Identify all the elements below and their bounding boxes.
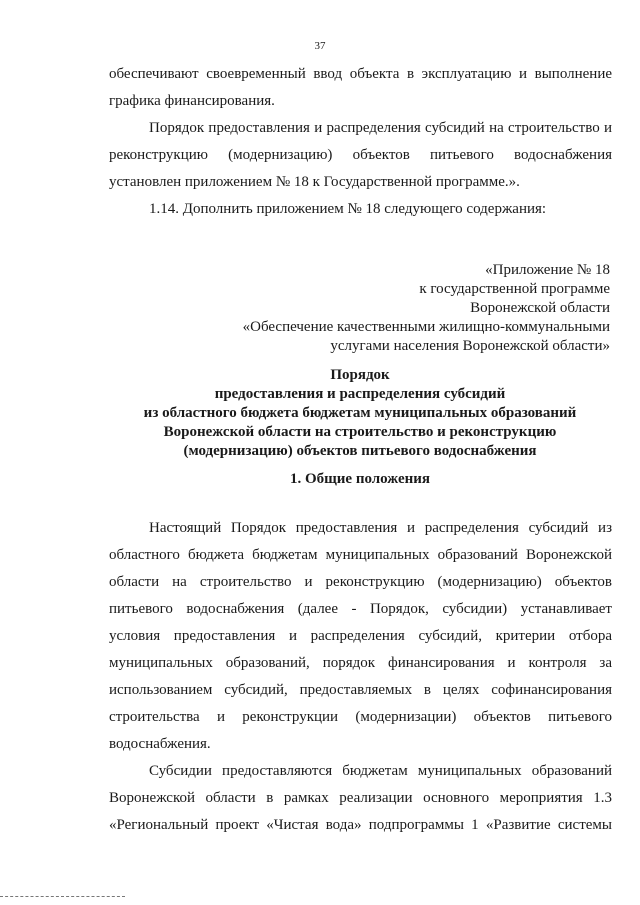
title-line: из областного бюджета бюджетам муниципальных образований	[143, 405, 577, 421]
text-line: условия предоставления и распределения субсидий, критерии отбора	[109, 628, 612, 644]
title-line: (модернизацию) объектов питьевого водоснабжения	[183, 443, 537, 459]
title-line: предоставления и распределения субсидий	[214, 386, 506, 402]
text-line: реконструкцию (модернизацию) объектов питьевого водоснабжения	[109, 147, 612, 163]
footnote-divider	[0, 896, 125, 897]
text-line: Порядок предоставления и распределения субсидий на строительство и	[149, 120, 612, 136]
page-number: 37	[314, 40, 326, 52]
section-heading: 1. Общие положения	[289, 471, 431, 487]
appendix-line: Воронежской области	[470, 300, 610, 316]
text-line: «Региональный проект «Чистая вода» подпрограммы 1 «Развитие системы	[109, 817, 612, 833]
text-line: области на строительство и реконструкцию (модернизацию) объектов	[109, 574, 612, 590]
appendix-line: услугами населения Воронежской области»	[330, 338, 610, 354]
text-line: питьевого водоснабжения (далее - Порядок, субсидии) устанавливает	[109, 601, 612, 617]
text-line: областного бюджета бюджетам муниципальных образований Воронежской	[109, 547, 612, 563]
section-body	[109, 515, 612, 839]
text-line: обеспечивают своевременный ввод объекта в эксплуатацию и выполнение	[109, 66, 612, 82]
text-line: Субсидии предоставляются бюджетам муниципальных образований	[149, 763, 612, 779]
title-line: Порядок	[330, 367, 390, 383]
text-line: графика финансирования.	[109, 93, 275, 109]
text-line: установлен приложением № 18 к Государственной программе.».	[109, 174, 520, 190]
title-line: Воронежской области на строительство и реконструкцию	[163, 424, 557, 440]
text-line: Настоящий Порядок предоставления и распределения субсидий из	[149, 520, 612, 536]
appendix-header	[190, 261, 610, 356]
text-line: 1.14. Дополнить приложением № 18 следующего содержания:	[149, 201, 547, 217]
appendix-line: к государственной программе	[419, 281, 610, 297]
intro-text-block	[109, 61, 612, 223]
appendix-line: «Обеспечение качественными жилищно-коммунальными	[242, 319, 610, 335]
text-line: Воронежской области в рамках реализации основного мероприятия 1.3	[109, 790, 612, 806]
appendix-line: «Приложение № 18	[485, 262, 610, 278]
text-line: муниципальных образований, порядок финансирования и контроля за	[109, 655, 612, 671]
text-line: строительства и реконструкции (модернизации) объектов питьевого	[109, 709, 612, 725]
text-line: водоснабжения.	[109, 736, 211, 752]
document-title	[100, 366, 620, 461]
text-line: использованием субсидий, предоставляемых в целях софинансирования	[109, 682, 612, 698]
